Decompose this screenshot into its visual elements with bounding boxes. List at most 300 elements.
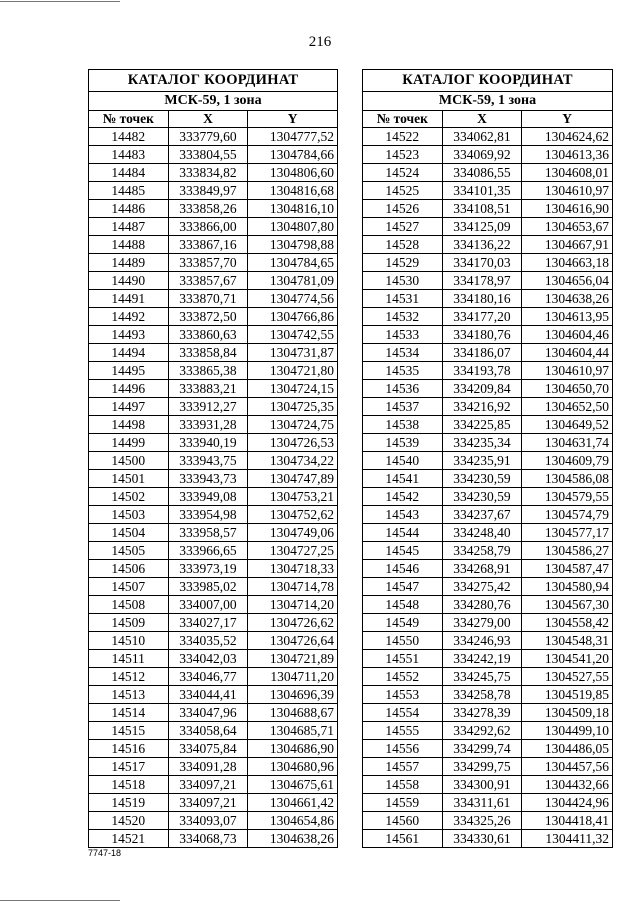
- table-row: [363, 686, 613, 704]
- column-header-y: Y: [522, 111, 613, 128]
- point-number-cell: 14521: [89, 830, 169, 848]
- page-number: 216: [308, 34, 332, 50]
- x-coordinate-cell: 334086,55: [442, 164, 522, 182]
- table-row: [363, 416, 613, 434]
- column-header-x: X: [442, 111, 522, 128]
- y-coordinate-cell: 1304652,50: [522, 398, 613, 416]
- x-coordinate-cell: 334101,35: [442, 182, 522, 200]
- y-coordinate-cell: 1304411,32: [522, 830, 613, 848]
- point-number-cell: 14514: [89, 704, 169, 722]
- point-number-cell: 14550: [363, 632, 443, 650]
- y-coordinate-cell: 1304731,87: [248, 344, 338, 362]
- x-coordinate-cell: 334178,97: [442, 272, 522, 290]
- point-number-cell: 14503: [89, 506, 169, 524]
- x-coordinate-cell: 334258,78: [442, 686, 522, 704]
- x-coordinate-cell: 333943,75: [168, 452, 248, 470]
- point-number-cell: 14484: [89, 164, 169, 182]
- y-coordinate-cell: 1304727,25: [248, 542, 338, 560]
- table-row: [89, 326, 338, 344]
- catalog-zone: МСК-59, 1 зона: [89, 92, 338, 111]
- point-number-cell: 14558: [363, 776, 443, 794]
- y-coordinate-cell: 1304527,55: [522, 668, 613, 686]
- x-coordinate-cell: 333973,19: [168, 560, 248, 578]
- table-row: [363, 776, 613, 794]
- x-coordinate-cell: 333779,60: [168, 128, 248, 146]
- x-coordinate-cell: 333954,98: [168, 506, 248, 524]
- point-number-cell: 14517: [89, 758, 169, 776]
- table-row: [363, 380, 613, 398]
- x-coordinate-cell: 334058,64: [168, 722, 248, 740]
- x-coordinate-cell: 333912,27: [168, 398, 248, 416]
- x-coordinate-cell: 334299,75: [442, 758, 522, 776]
- bottom-margin-line: [0, 900, 120, 901]
- x-coordinate-cell: 334069,92: [442, 146, 522, 164]
- point-number-cell: 14542: [363, 488, 443, 506]
- y-coordinate-cell: 1304624,62: [522, 128, 613, 146]
- x-coordinate-cell: 334068,73: [168, 830, 248, 848]
- y-coordinate-cell: 1304781,09: [248, 272, 338, 290]
- y-coordinate-cell: 1304613,36: [522, 146, 613, 164]
- x-coordinate-cell: 334299,74: [442, 740, 522, 758]
- table-row: [363, 326, 613, 344]
- table-row: [363, 272, 613, 290]
- point-number-cell: 14547: [363, 578, 443, 596]
- point-number-cell: 14511: [89, 650, 169, 668]
- column-header-x: X: [168, 111, 248, 128]
- y-coordinate-cell: 1304509,18: [522, 704, 613, 722]
- point-number-cell: 14510: [89, 632, 169, 650]
- y-coordinate-cell: 1304816,10: [248, 200, 338, 218]
- point-number-cell: 14489: [89, 254, 169, 272]
- point-number-cell: 14526: [363, 200, 443, 218]
- y-coordinate-cell: 1304718,33: [248, 560, 338, 578]
- x-coordinate-cell: 334180,16: [442, 290, 522, 308]
- x-coordinate-cell: 334235,91: [442, 452, 522, 470]
- point-number-cell: 14505: [89, 542, 169, 560]
- y-coordinate-cell: 1304574,79: [522, 506, 613, 524]
- point-number-cell: 14549: [363, 614, 443, 632]
- x-coordinate-cell: 334216,92: [442, 398, 522, 416]
- y-coordinate-cell: 1304725,35: [248, 398, 338, 416]
- point-number-cell: 14525: [363, 182, 443, 200]
- point-number-cell: 14482: [89, 128, 169, 146]
- point-number-cell: 14556: [363, 740, 443, 758]
- y-coordinate-cell: 1304734,22: [248, 452, 338, 470]
- x-coordinate-cell: 334248,40: [442, 524, 522, 542]
- x-coordinate-cell: 333883,21: [168, 380, 248, 398]
- table-row: [363, 290, 613, 308]
- point-number-cell: 14546: [363, 560, 443, 578]
- point-number-cell: 14555: [363, 722, 443, 740]
- y-coordinate-cell: 1304721,80: [248, 362, 338, 380]
- point-number-cell: 14532: [363, 308, 443, 326]
- table-row: [89, 488, 338, 506]
- y-coordinate-cell: 1304711,20: [248, 668, 338, 686]
- x-coordinate-cell: 334091,28: [168, 758, 248, 776]
- y-coordinate-cell: 1304587,47: [522, 560, 613, 578]
- catalog-title: КАТАЛОГ КООРДИНАТ: [363, 70, 613, 92]
- y-coordinate-cell: 1304726,53: [248, 434, 338, 452]
- point-number-cell: 14520: [89, 812, 169, 830]
- x-coordinate-cell: 334193,78: [442, 362, 522, 380]
- table-row: [89, 452, 338, 470]
- x-coordinate-cell: 333865,38: [168, 362, 248, 380]
- x-coordinate-cell: 334237,67: [442, 506, 522, 524]
- table-row: [363, 794, 613, 812]
- x-coordinate-cell: 333860,63: [168, 326, 248, 344]
- x-coordinate-cell: 334225,85: [442, 416, 522, 434]
- table-row: [363, 452, 613, 470]
- point-number-cell: 14535: [363, 362, 443, 380]
- y-coordinate-cell: 1304610,97: [522, 182, 613, 200]
- x-coordinate-cell: 333804,55: [168, 146, 248, 164]
- y-coordinate-cell: 1304586,08: [522, 470, 613, 488]
- table-row: [363, 614, 613, 632]
- table-row: [363, 488, 613, 506]
- point-number-cell: 14531: [363, 290, 443, 308]
- y-coordinate-cell: 1304661,42: [248, 794, 338, 812]
- x-coordinate-cell: 333857,70: [168, 254, 248, 272]
- y-coordinate-cell: 1304784,66: [248, 146, 338, 164]
- point-number-cell: 14488: [89, 236, 169, 254]
- y-coordinate-cell: 1304798,88: [248, 236, 338, 254]
- point-number-cell: 14533: [363, 326, 443, 344]
- y-coordinate-cell: 1304686,90: [248, 740, 338, 758]
- y-coordinate-cell: 1304457,56: [522, 758, 613, 776]
- x-coordinate-cell: 333867,16: [168, 236, 248, 254]
- point-number-cell: 14498: [89, 416, 169, 434]
- y-coordinate-cell: 1304418,41: [522, 812, 613, 830]
- y-coordinate-cell: 1304777,52: [248, 128, 338, 146]
- point-number-cell: 14494: [89, 344, 169, 362]
- point-number-cell: 14545: [363, 542, 443, 560]
- x-coordinate-cell: 334330,61: [442, 830, 522, 848]
- table-row: [89, 272, 338, 290]
- table-row: [89, 704, 338, 722]
- table-row: [363, 200, 613, 218]
- table-row: [89, 254, 338, 272]
- y-coordinate-cell: 1304638,26: [248, 830, 338, 848]
- point-number-cell: 14507: [89, 578, 169, 596]
- point-number-cell: 14560: [363, 812, 443, 830]
- y-coordinate-cell: 1304656,04: [522, 272, 613, 290]
- point-number-cell: 14492: [89, 308, 169, 326]
- point-number-cell: 14497: [89, 398, 169, 416]
- point-number-cell: 14548: [363, 596, 443, 614]
- point-number-cell: 14551: [363, 650, 443, 668]
- table-row: [363, 182, 613, 200]
- x-coordinate-cell: 333858,84: [168, 344, 248, 362]
- point-number-cell: 14540: [363, 452, 443, 470]
- y-coordinate-cell: 1304586,27: [522, 542, 613, 560]
- table-row: [363, 236, 613, 254]
- table-row: [89, 506, 338, 524]
- y-coordinate-cell: 1304577,17: [522, 524, 613, 542]
- point-number-cell: 14522: [363, 128, 443, 146]
- y-coordinate-cell: 1304609,79: [522, 452, 613, 470]
- table-row: [89, 794, 338, 812]
- y-coordinate-cell: 1304680,96: [248, 758, 338, 776]
- y-coordinate-cell: 1304753,21: [248, 488, 338, 506]
- point-number-cell: 14496: [89, 380, 169, 398]
- table-row: [89, 596, 338, 614]
- x-coordinate-cell: 334275,42: [442, 578, 522, 596]
- y-coordinate-cell: 1304766,86: [248, 308, 338, 326]
- point-number-cell: 14513: [89, 686, 169, 704]
- x-coordinate-cell: 334230,59: [442, 470, 522, 488]
- point-number-cell: 14499: [89, 434, 169, 452]
- table-row: [363, 812, 613, 830]
- y-coordinate-cell: 1304688,67: [248, 704, 338, 722]
- coordinate-catalog-right: [362, 69, 613, 848]
- table-row: [363, 650, 613, 668]
- x-coordinate-cell: 334311,61: [442, 794, 522, 812]
- x-coordinate-cell: 333985,02: [168, 578, 248, 596]
- table-row: [89, 614, 338, 632]
- point-number-cell: 14541: [363, 470, 443, 488]
- y-coordinate-cell: 1304749,06: [248, 524, 338, 542]
- point-number-cell: 14552: [363, 668, 443, 686]
- table-row: [363, 506, 613, 524]
- table-row: [363, 362, 613, 380]
- table-row: [89, 560, 338, 578]
- point-number-cell: 14554: [363, 704, 443, 722]
- y-coordinate-cell: 1304742,55: [248, 326, 338, 344]
- y-coordinate-cell: 1304714,20: [248, 596, 338, 614]
- x-coordinate-cell: 334170,03: [442, 254, 522, 272]
- y-coordinate-cell: 1304548,31: [522, 632, 613, 650]
- table-row: [89, 434, 338, 452]
- x-coordinate-cell: 334097,21: [168, 794, 248, 812]
- point-number-cell: 14512: [89, 668, 169, 686]
- y-coordinate-cell: 1304752,62: [248, 506, 338, 524]
- y-coordinate-cell: 1304650,70: [522, 380, 613, 398]
- table-row: [89, 128, 338, 146]
- point-number-cell: 14557: [363, 758, 443, 776]
- x-coordinate-cell: 334007,00: [168, 596, 248, 614]
- table-row: [89, 218, 338, 236]
- y-coordinate-cell: 1304747,89: [248, 470, 338, 488]
- point-number-cell: 14561: [363, 830, 443, 848]
- x-coordinate-cell: 334230,59: [442, 488, 522, 506]
- x-coordinate-cell: 334246,93: [442, 632, 522, 650]
- y-coordinate-cell: 1304613,95: [522, 308, 613, 326]
- y-coordinate-cell: 1304631,74: [522, 434, 613, 452]
- point-number-cell: 14534: [363, 344, 443, 362]
- y-coordinate-cell: 1304724,75: [248, 416, 338, 434]
- x-coordinate-cell: 333870,71: [168, 290, 248, 308]
- point-number-cell: 14491: [89, 290, 169, 308]
- table-row: [363, 704, 613, 722]
- table-row: [363, 722, 613, 740]
- x-coordinate-cell: 334177,20: [442, 308, 522, 326]
- top-margin-line: [0, 1, 120, 2]
- x-coordinate-cell: 334044,41: [168, 686, 248, 704]
- x-coordinate-cell: 334278,39: [442, 704, 522, 722]
- point-number-cell: 14544: [363, 524, 443, 542]
- point-number-cell: 14506: [89, 560, 169, 578]
- x-coordinate-cell: 334062,81: [442, 128, 522, 146]
- y-coordinate-cell: 1304638,26: [522, 290, 613, 308]
- x-coordinate-cell: 334108,51: [442, 200, 522, 218]
- point-number-cell: 14500: [89, 452, 169, 470]
- point-number-cell: 14529: [363, 254, 443, 272]
- point-number-cell: 14504: [89, 524, 169, 542]
- x-coordinate-cell: 334242,19: [442, 650, 522, 668]
- x-coordinate-cell: 334279,00: [442, 614, 522, 632]
- table-row: [89, 812, 338, 830]
- y-coordinate-cell: 1304726,62: [248, 614, 338, 632]
- y-coordinate-cell: 1304579,55: [522, 488, 613, 506]
- table-row: [363, 128, 613, 146]
- x-coordinate-cell: 334035,52: [168, 632, 248, 650]
- column-header-point: № точек: [89, 111, 169, 128]
- table-row: [89, 380, 338, 398]
- x-coordinate-cell: 334093,07: [168, 812, 248, 830]
- point-number-cell: 14487: [89, 218, 169, 236]
- table-row: [89, 758, 338, 776]
- catalog-rows-left: [89, 128, 338, 848]
- table-row: [89, 398, 338, 416]
- x-coordinate-cell: 333857,67: [168, 272, 248, 290]
- table-row: [89, 776, 338, 794]
- column-header-point: № точек: [363, 111, 443, 128]
- y-coordinate-cell: 1304499,10: [522, 722, 613, 740]
- table-row: [89, 146, 338, 164]
- x-coordinate-cell: 333966,65: [168, 542, 248, 560]
- y-coordinate-cell: 1304714,78: [248, 578, 338, 596]
- x-coordinate-cell: 334027,17: [168, 614, 248, 632]
- x-coordinate-cell: 333943,73: [168, 470, 248, 488]
- table-row: [363, 668, 613, 686]
- y-coordinate-cell: 1304486,05: [522, 740, 613, 758]
- x-coordinate-cell: 334047,96: [168, 704, 248, 722]
- x-coordinate-cell: 334235,34: [442, 434, 522, 452]
- table-row: [89, 236, 338, 254]
- y-coordinate-cell: 1304663,18: [522, 254, 613, 272]
- table-row: [363, 470, 613, 488]
- table-row: [89, 830, 338, 848]
- y-coordinate-cell: 1304432,66: [522, 776, 613, 794]
- point-number-cell: 14537: [363, 398, 443, 416]
- y-coordinate-cell: 1304774,56: [248, 290, 338, 308]
- y-coordinate-cell: 1304721,89: [248, 650, 338, 668]
- table-row: [363, 308, 613, 326]
- x-coordinate-cell: 334042,03: [168, 650, 248, 668]
- point-number-cell: 14486: [89, 200, 169, 218]
- x-coordinate-cell: 334280,76: [442, 596, 522, 614]
- table-row: [89, 308, 338, 326]
- table-row: [363, 758, 613, 776]
- x-coordinate-cell: 333834,82: [168, 164, 248, 182]
- x-coordinate-cell: 334180,76: [442, 326, 522, 344]
- point-number-cell: 14515: [89, 722, 169, 740]
- table-row: [89, 668, 338, 686]
- point-number-cell: 14490: [89, 272, 169, 290]
- table-row: [363, 560, 613, 578]
- table-row: [89, 740, 338, 758]
- catalog-zone: МСК-59, 1 зона: [363, 92, 613, 111]
- x-coordinate-cell: 333958,57: [168, 524, 248, 542]
- point-number-cell: 14527: [363, 218, 443, 236]
- table-row: [89, 362, 338, 380]
- y-coordinate-cell: 1304558,42: [522, 614, 613, 632]
- point-number-cell: 14559: [363, 794, 443, 812]
- y-coordinate-cell: 1304616,90: [522, 200, 613, 218]
- point-number-cell: 14508: [89, 596, 169, 614]
- y-coordinate-cell: 1304604,46: [522, 326, 613, 344]
- y-coordinate-cell: 1304424,96: [522, 794, 613, 812]
- point-number-cell: 14553: [363, 686, 443, 704]
- table-row: [89, 416, 338, 434]
- point-number-cell: 14493: [89, 326, 169, 344]
- y-coordinate-cell: 1304685,71: [248, 722, 338, 740]
- x-coordinate-cell: 333849,97: [168, 182, 248, 200]
- y-coordinate-cell: 1304604,44: [522, 344, 613, 362]
- x-coordinate-cell: 334125,09: [442, 218, 522, 236]
- table-row: [363, 578, 613, 596]
- point-number-cell: 14539: [363, 434, 443, 452]
- x-coordinate-cell: 333858,26: [168, 200, 248, 218]
- table-row: [363, 542, 613, 560]
- x-coordinate-cell: 334097,21: [168, 776, 248, 794]
- x-coordinate-cell: 333866,00: [168, 218, 248, 236]
- table-row: [89, 650, 338, 668]
- point-number-cell: 14543: [363, 506, 443, 524]
- point-number-cell: 14502: [89, 488, 169, 506]
- table-row: [89, 344, 338, 362]
- point-number-cell: 14538: [363, 416, 443, 434]
- x-coordinate-cell: 334325,26: [442, 812, 522, 830]
- point-number-cell: 14524: [363, 164, 443, 182]
- table-row: [89, 524, 338, 542]
- catalog-title: КАТАЛОГ КООРДИНАТ: [89, 70, 338, 92]
- point-number-cell: 14495: [89, 362, 169, 380]
- x-coordinate-cell: 334300,91: [442, 776, 522, 794]
- x-coordinate-cell: 334245,75: [442, 668, 522, 686]
- y-coordinate-cell: 1304816,68: [248, 182, 338, 200]
- table-row: [363, 344, 613, 362]
- y-coordinate-cell: 1304726,64: [248, 632, 338, 650]
- table-row: [89, 290, 338, 308]
- point-number-cell: 14509: [89, 614, 169, 632]
- y-coordinate-cell: 1304667,91: [522, 236, 613, 254]
- point-number-cell: 14523: [363, 146, 443, 164]
- x-coordinate-cell: 333940,19: [168, 434, 248, 452]
- table-row: [363, 218, 613, 236]
- point-number-cell: 14516: [89, 740, 169, 758]
- table-row: [89, 722, 338, 740]
- point-number-cell: 14528: [363, 236, 443, 254]
- y-coordinate-cell: 1304567,30: [522, 596, 613, 614]
- x-coordinate-cell: 334136,22: [442, 236, 522, 254]
- x-coordinate-cell: 334268,91: [442, 560, 522, 578]
- table-row: [89, 182, 338, 200]
- coordinate-catalog-left: [88, 69, 338, 848]
- y-coordinate-cell: 1304724,15: [248, 380, 338, 398]
- table-row: [363, 740, 613, 758]
- table-row: [363, 632, 613, 650]
- x-coordinate-cell: 333949,08: [168, 488, 248, 506]
- point-number-cell: 14485: [89, 182, 169, 200]
- x-coordinate-cell: 334186,07: [442, 344, 522, 362]
- x-coordinate-cell: 334258,79: [442, 542, 522, 560]
- table-row: [89, 542, 338, 560]
- table-row: [363, 146, 613, 164]
- table-row: [89, 632, 338, 650]
- table-row: [363, 434, 613, 452]
- table-row: [89, 470, 338, 488]
